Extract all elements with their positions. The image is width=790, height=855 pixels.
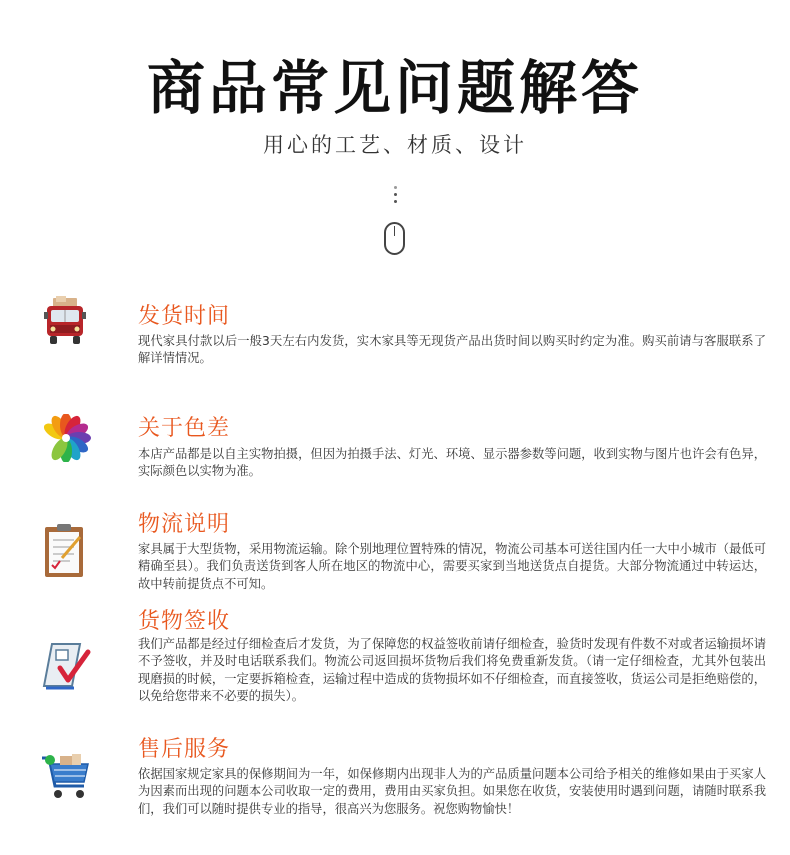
section-text: 本店产品都是以自主实物拍摄，但因为拍摄手法、灯光、环境、显示器参数等问题，收到实物与图片也许会有色异，实际颜色以实物为准。 — [138, 447, 766, 479]
section-title: 售后服务 — [138, 737, 231, 762]
section-text: 依据国家规定家具的保修期间为一年，如保修期内出现非人为的产品质量问题本公司给予相关的维修如果由于买家人为因素而出现的问题本公司收取一定的费用，费用由买家负担。如果您在收货，安装使用时遇到问题，请随时联系我们，我们可以随时提供专业的指导，很高兴为您服务。祝您购物愉快！ — [138, 767, 766, 816]
shopping-cart-icon — [40, 752, 90, 802]
page-subtitle: 用心的工艺、材质、设计 — [263, 133, 527, 157]
section-text: 我们产品都是经过仔细检查后才发货，为了保障您的权益签收前请仔细检查，验货时发现有件数不对或者运输损坏请不予签收，并及时电话联系我们。物流公司返回损坏货物后我们将免费重新发货。（请一定仔细检查，尤其外包装出现磨损的时候，一定要拆箱检查，运输过程中造成的货物损坏如不仔细检查，而直接签收，货运公司是拒绝赔偿的，以免给您带来不必要的损失）。 — [138, 637, 766, 704]
clipboard-checklist-icon — [40, 523, 90, 573]
color-wheel-icon — [40, 414, 90, 464]
checkmark-sign-icon — [40, 638, 90, 688]
section-title: 关于色差 — [138, 416, 231, 441]
scroll-mouse-icon — [384, 222, 405, 255]
section-title: 发货时间 — [138, 304, 231, 329]
delivery-truck-icon — [40, 296, 90, 346]
section-text: 家具属于大型货物，采用物流运输。除个别地理位置特殊的情况，物流公司基本可送往国内任一大中小城市（最低可精确至县）。我们负责送货到客人所在地区的物流中心，需要买家到当地送货点自提货。大部分物流通过中转运达，故中转前提货点不可知。 — [138, 542, 766, 591]
section-text: 现代家具付款以后一般3天左右内发货，实木家具等无现货产品出货时间以购买时约定为准。购买前请与客服联系了解详情情况。 — [138, 334, 766, 366]
section-title: 货物签收 — [138, 609, 231, 634]
page-title: 商品常见问题解答 — [146, 54, 643, 122]
scroll-dots-icon — [392, 186, 398, 207]
section-title: 物流说明 — [138, 512, 231, 537]
